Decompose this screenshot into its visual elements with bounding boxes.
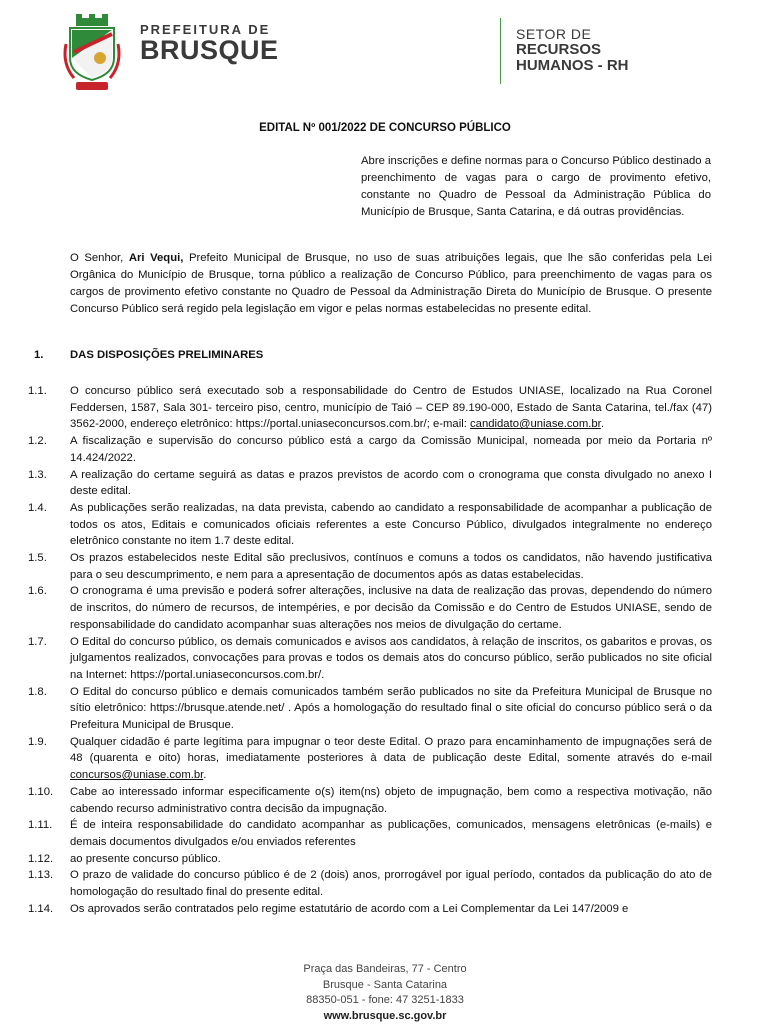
item-number: 1.13. xyxy=(28,869,54,882)
page-footer xyxy=(0,962,770,1024)
item-body: Os aprovados serão contratados pelo regime estatutário de acordo com a Lei Complementar da Lei 147/2009 e xyxy=(70,902,629,915)
item-number: 1.10. xyxy=(28,785,54,798)
item-body: O prazo de validade do concurso público é de 2 (dois) anos, prorrogável por igual período, contados da publicação do ato de homologação do resultado final do presente edital. xyxy=(70,869,712,899)
item-body: É de inteira responsabilidade do candidato acompanhar as publicações, comunicados, mensagens eletrônicas (e-mails) e demais documentos divulgados e/ou enviados referentes xyxy=(70,819,712,848)
edital-summary: Abre inscrições e define normas para o Concurso Público destinado a preenchimento de vagas para o cargo de provimento efetivo, constante no Quadro de Pessoal da Administração Pública do Município de Brusque, Santa Catarina, e dá outras providências. xyxy=(361,155,711,218)
item-body: As publicações serão realizadas, na data prevista, cabendo ao candidato a responsabilidade de acompanhar a publicação de todos os atos, Editais e comunicados oficiais referentes a este Concurso Público, divulgados integralmente no endereço eletrônico constante no item 1.7 deste edital. xyxy=(70,501,712,548)
email-link[interactable]: concursos@uniase.com.br xyxy=(70,769,204,782)
item-text xyxy=(70,550,712,583)
item-body: ao presente concurso público. xyxy=(70,852,221,865)
footer-city: Brusque - Santa Catarina xyxy=(322,978,448,991)
section-number: 1. xyxy=(34,349,44,361)
item-text xyxy=(70,583,712,633)
brand-top-text: PREFEITURA DE xyxy=(140,22,271,37)
list-item xyxy=(28,500,712,550)
item-text xyxy=(70,734,712,784)
item-body: O cronograma é uma previsão e poderá sofrer alterações, inclusive na data de realização das provas, dependendo do número de inscritos, do número de recursos, de intempéries, e por decisão da Comissão e do Centro de Estudos UNIASE, sendo de responsabilidade do candidato acompanhar suas alterações nos meios de divulgação do certame. xyxy=(70,585,712,631)
item-text xyxy=(70,867,712,900)
item-number: 1.9. xyxy=(28,735,47,748)
list-item xyxy=(28,433,712,466)
list-item xyxy=(28,734,712,784)
item-body: O concurso público será executado sob a responsabilidade do Centro de Estudos UNIASE, localizado na Rua Coronel Feddersen, 1587, Sala 301- terceiro piso, centro, município de Taió – CEP 89.190-000, Estado de Santa Catarina, tel./fax (47) 3562-2000, endereço eletrônico: https://portal.uniaseconcursos.com.br/; e-mail: xyxy=(70,385,712,431)
page-header xyxy=(0,0,770,110)
item-number: 1.2. xyxy=(28,435,47,448)
item-text xyxy=(70,433,712,466)
footer-website: www.brusque.sc.gov.br xyxy=(323,1009,447,1022)
list-item xyxy=(28,550,712,583)
item-number: 1.7. xyxy=(28,635,47,648)
item-number: 1.4. xyxy=(28,501,47,514)
item-body: O Edital do concurso público e demais comunicados também serão publicados no site da Prefeitura Municipal de Brusque no sítio eletrônico: https://brusque.atende.net/ . Após a homologação do resultado final o site oficial do concurso público será o da Prefeitura Municipal de Brusque. xyxy=(70,685,712,732)
list-item xyxy=(28,583,712,633)
sector-line-3: HUMANOS - RH xyxy=(516,57,629,74)
brand-block xyxy=(140,22,279,66)
item-text xyxy=(70,901,712,918)
sector-line-2: RECURSOS xyxy=(516,41,602,58)
item-tail: . xyxy=(203,769,207,782)
item-text xyxy=(70,684,712,734)
intro-paragraph xyxy=(70,250,712,318)
list-item xyxy=(28,867,712,900)
mayor-name: Ari Vequi, xyxy=(128,252,184,264)
intro-after: Prefeito Municipal de Brusque, no uso de suas atribuições legais, que lhe são conferidas pela Lei Orgânica do Município de Brusque, torna público a realização de Concurso Público, para preenchimento de vagas para os cargos de provimento efetivo constante no Quadro de Pessoal da Administração Direta do Município de Brusque. O presente Concurso Público será regido pela legislação em vigor e pelas normas estabelecidas no presente edital. xyxy=(70,252,712,315)
header-divider xyxy=(500,18,501,84)
item-body: O Edital do concurso público, os demais comunicados e avisos aos candidatos, à relação de inscritos, os gabaritos e provas, os julgamentos realizados, convocações para provas e todos os demais atos do concurso público, serão publicados no site oficial na Internet: https://portal.uniaseconcursos.com.br/. xyxy=(70,635,712,681)
brusque-coat-of-arms-logo xyxy=(62,14,122,94)
footer-address: Praça das Bandeiras, 77 - Centro xyxy=(303,963,467,975)
item-text xyxy=(70,467,712,500)
item-number: 1.14. xyxy=(28,902,54,915)
item-number: 1.12. xyxy=(28,852,54,865)
item-text xyxy=(70,500,712,550)
item-body: Qualquer cidadão é parte legítima para impugnar o teor deste Edital. O prazo para encaminhamento de impugnações será de 48 (quarenta e oito) horas, imediatamente posteriores à data de publicação deste Edital, somente através do e-mail xyxy=(70,735,712,765)
document-title: EDITAL Nº 001/2022 DE CONCURSO PÚBLICO xyxy=(259,122,511,134)
items-list xyxy=(28,383,712,918)
section-label: DAS DISPOSIÇÕES PRELIMINARES xyxy=(70,349,264,361)
list-item xyxy=(28,901,712,918)
item-number: 1.5. xyxy=(28,552,47,565)
email-link[interactable]: candidato@uniase.com.br xyxy=(470,418,601,431)
item-number: 1.6. xyxy=(28,585,47,598)
item-text xyxy=(70,383,712,433)
item-number: 1.11. xyxy=(28,819,53,832)
list-item xyxy=(28,851,712,868)
item-text xyxy=(70,784,712,817)
item-number: 1.3. xyxy=(28,468,47,481)
brand-name-text: BRUSQUE xyxy=(140,35,279,65)
item-body: A realização do certame seguirá as datas e prazos previstos de acordo com o cronograma que consta divulgado no anexo I deste edital. xyxy=(70,468,712,498)
item-text xyxy=(70,851,712,868)
list-item xyxy=(28,383,712,433)
sector-block xyxy=(516,26,629,74)
item-body: Os prazos estabelecidos neste Edital são preclusivos, contínuos e comuns a todos os candidatos, não havendo justificativa para o seu descumprimento, e nem para a apresentação de documentos após as datas estabelecidas. xyxy=(70,552,712,581)
item-body: Cabe ao interessado informar especificamente o(s) item(ns) objeto de impugnação, bem como a respectiva motivação, não cabendo recurso administrativo contra decisão da impugnação. xyxy=(70,785,712,815)
list-item xyxy=(28,467,712,500)
footer-phone: 88350-051 - fone: 47 3251-1833 xyxy=(306,994,464,1006)
list-item xyxy=(28,817,712,850)
item-number: 1.1. xyxy=(28,385,47,397)
intro-before: O Senhor, xyxy=(70,252,129,264)
item-text xyxy=(70,817,712,850)
list-item xyxy=(28,784,712,817)
item-text xyxy=(70,634,712,684)
item-body: A fiscalização e supervisão do concurso público está a cargo da Comissão Municipal, nomeada por meio da Portaria nº 14.424/2022. xyxy=(70,435,712,464)
item-tail: . xyxy=(600,418,604,431)
list-item xyxy=(28,634,712,684)
list-item xyxy=(28,684,712,734)
item-number: 1.8. xyxy=(28,685,47,698)
sector-line-1: SETOR DE xyxy=(516,26,592,42)
